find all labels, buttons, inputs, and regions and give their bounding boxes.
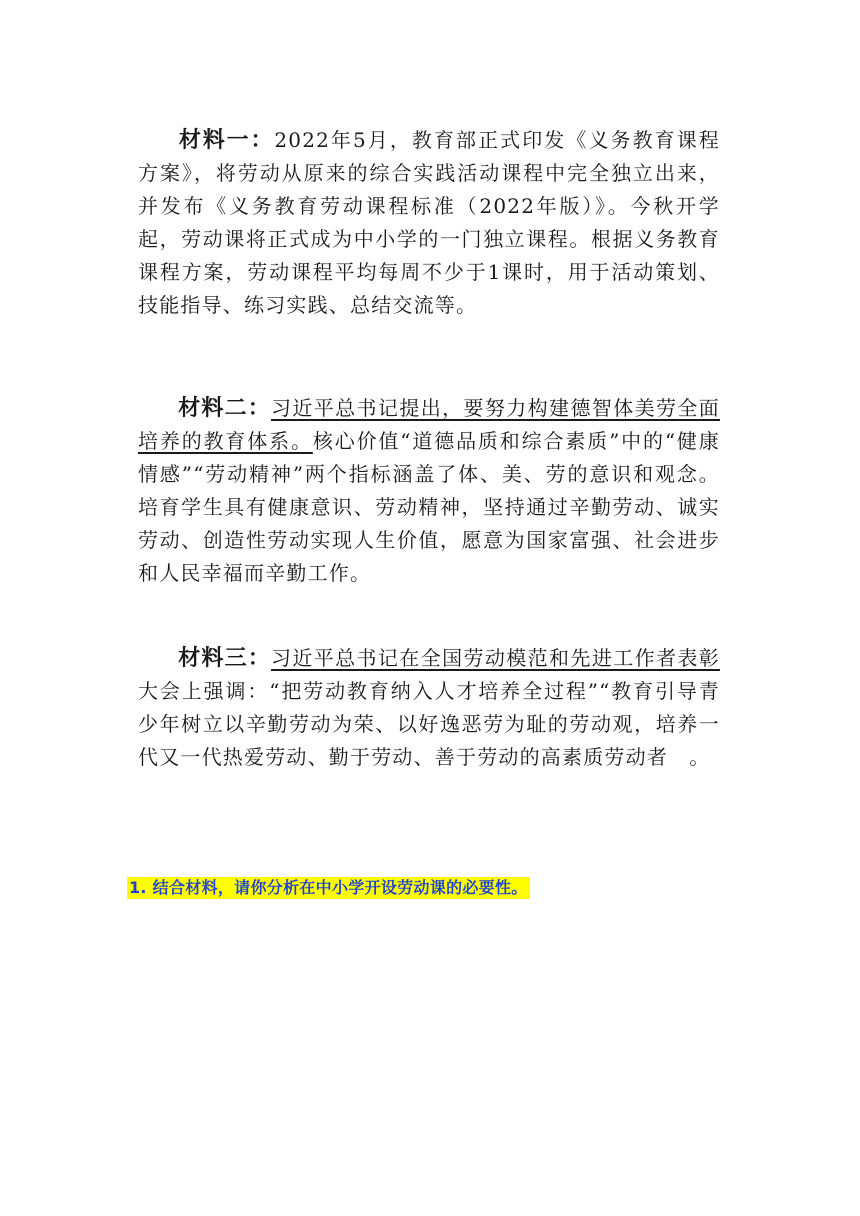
material-three-underlined-quote: 习近平总书记在全国劳动模范和先进工作者表彰 [270,646,720,670]
material-three-paragraph [138,642,720,774]
material-three-body: 大会上强调：“把劳动教育纳入人才培养全过程”“教育引导青少年树立以辛勤劳动为荣、以好逸恶劳为耻的劳动观，培养一代又一代热爱劳动、勤于劳动、善于劳动的高素质劳动者 。 [138,679,720,769]
material-one-body: 2022年5月，教育部正式印发《义务教育课程方案》，将劳动从原来的综合实践活动课程中完全独立出来，并发布《义务教育劳动课程标准（2022年版）》。今秋开学起，劳动课将正式成为中小学的一门独立课程。根据义务教育课程方案，劳动课程平均每周不少于1课时，用于活动策划、技能指导、练习实践、总结交流等。 [138,128,720,317]
question-one: 1. 结合材料，请你分析在中小学开设劳动课的必要性。 [129,878,528,897]
material-two-paragraph [138,392,720,590]
material-two-body: 核心价值“道德品质和综合素质”中的“健康情感”“劳动精神”两个指标涵盖了体、美、劳的意识和观念。培育学生具有健康意识、劳动精神，坚持通过辛勤劳动、诚实劳动、创造性劳动实现人生价值，愿意为国家富强、社会进步和人民幸福而辛勤工作。 [138,429,720,585]
material-one-heading: 材料一： [178,128,275,153]
material-two-underlined-quote: 习近平总书记提出，要努力构建德智体美劳全面培养的教育体系。 [138,396,720,453]
material-three-heading: 材料三： [178,646,271,671]
material-two-heading: 材料二： [178,396,271,421]
material-one-paragraph [138,124,720,322]
